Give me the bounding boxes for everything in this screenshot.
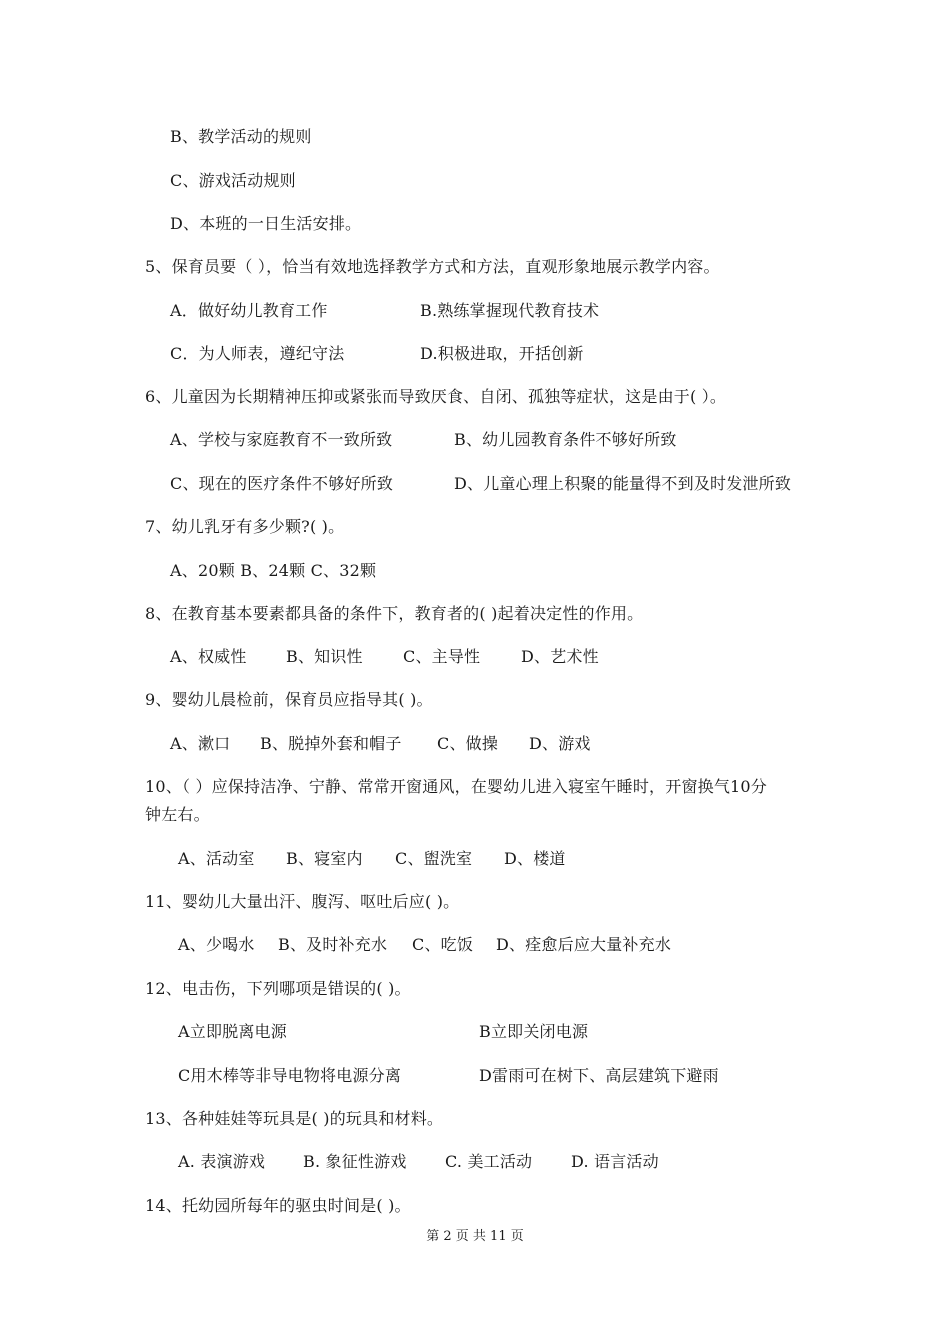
q12-option-a: A立即脱离电源 — [178, 1022, 287, 1041]
q11-option-d: D、痊愈后应大量补充水 — [496, 935, 672, 954]
q14-stem: 14、托幼园所每年的驱虫时间是( )。 — [145, 1196, 411, 1215]
q13-stem: 13、各种娃娃等玩具是( )的玩具和材料。 — [145, 1109, 444, 1128]
q10-option-a: A、活动室 — [178, 849, 255, 868]
q11-stem: 11、婴幼儿大量出汗、腹泻、呕吐后应( )。 — [145, 892, 460, 911]
q8-option-b: B、知识性 — [286, 647, 363, 666]
q11-option-c: C、吃饭 — [412, 935, 474, 954]
q9-option-c: C、做操 — [437, 734, 499, 753]
q12-option-d: D雷雨可在树下、高层建筑下避雨 — [479, 1066, 719, 1085]
q8-stem: 8、在教育基本要素都具备的条件下，教育者的( )起着决定性的作用。 — [145, 604, 644, 623]
q13-option-a: A. 表演游戏 — [178, 1152, 266, 1171]
q10-option-c: C、盥洗室 — [395, 849, 473, 868]
q13-option-c: C. 美工活动 — [445, 1152, 533, 1171]
q13-option-b: B. 象征性游戏 — [303, 1152, 407, 1171]
q4-option-b: B、教学活动的规则 — [170, 127, 312, 146]
q12-option-b: B立即关闭电源 — [479, 1022, 589, 1041]
q5-option-a: A．做好幼儿教育工作 — [170, 301, 328, 320]
page-number-footer: 第 2 页 共 11 页 — [426, 1229, 524, 1244]
q6-stem: 6、儿童因为长期精神压抑或紧张而导致厌食、自闭、孤独等症状，这是由于( ）。 — [145, 387, 727, 406]
q13-option-d: D. 语言活动 — [571, 1152, 659, 1171]
q9-option-d: D、游戏 — [529, 734, 591, 753]
q9-stem: 9、婴幼儿晨检前，保育员应指导其( )。 — [145, 690, 433, 709]
q9-option-a: A、漱口 — [170, 734, 231, 753]
q10-stem: 10、（ ）应保持洁净、宁静、常常开窗通风，在婴幼儿进入寝室午睡时，开窗换气10分 — [145, 777, 768, 796]
q10-stem-continued: 钟左右。 — [145, 805, 210, 824]
q8-option-d: D、艺术性 — [521, 647, 599, 666]
q5-option-d: D.积极进取，开括创新 — [420, 344, 584, 363]
q4-option-d: D、本班的一日生活安排。 — [170, 214, 362, 233]
q8-option-a: A、权威性 — [170, 647, 247, 666]
q10-option-b: B、寝室内 — [286, 849, 363, 868]
q6-option-a: A、学校与家庭教育不一致所致 — [170, 430, 393, 449]
q6-option-d: D、儿童心理上积聚的能量得不到及时发泄所致 — [454, 474, 792, 493]
q11-option-a: A、少喝水 — [178, 935, 255, 954]
q7-options: A、20颗 B、24颗 C、32颗 — [170, 561, 377, 580]
q11-option-b: B、及时补充水 — [278, 935, 388, 954]
q4-option-c: C、游戏活动规则 — [170, 171, 296, 190]
q8-option-c: C、主导性 — [403, 647, 481, 666]
q5-stem: 5、保育员要（ ），恰当有效地选择教学方式和方法，直观形象地展示教学内容。 — [145, 257, 720, 276]
q6-option-b: B、幼儿园教育条件不够好所致 — [454, 430, 677, 449]
q12-stem: 12、电击伤，下列哪项是错误的( )。 — [145, 979, 411, 998]
q10-option-d: D、楼道 — [504, 849, 566, 868]
q7-stem: 7、幼儿乳牙有多少颗?( )。 — [145, 517, 345, 536]
q9-option-b: B、脱掉外套和帽子 — [260, 734, 402, 753]
q6-option-c: C、现在的医疗条件不够好所致 — [170, 474, 394, 493]
q12-option-c: C用木棒等非导电物将电源分离 — [178, 1066, 402, 1085]
q5-option-c: C．为人师表，遵纪守法 — [170, 344, 345, 363]
q5-option-b: B.熟练掌握现代教育技术 — [420, 301, 600, 320]
